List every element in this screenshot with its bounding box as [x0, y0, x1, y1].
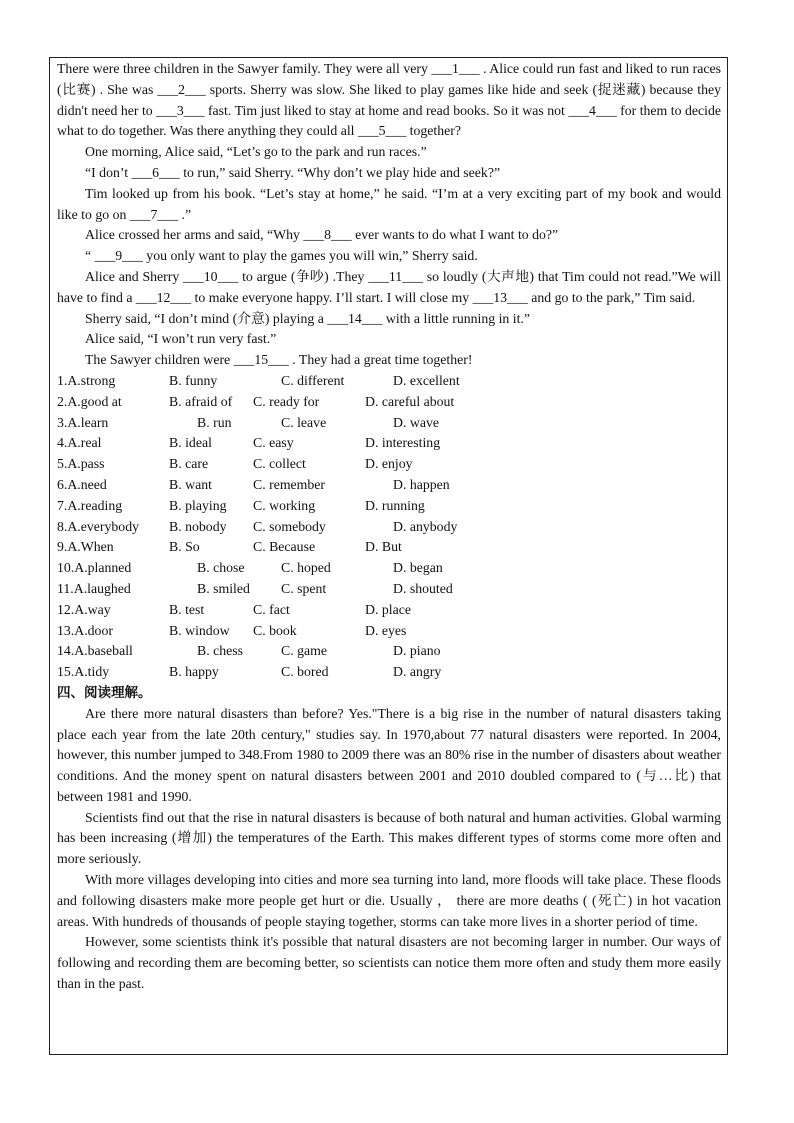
option-b: B. care	[169, 456, 209, 472]
option-d: D. running	[365, 497, 425, 513]
option-d: D. But	[365, 539, 402, 555]
option-row-2	[57, 392, 721, 413]
option-a: 2.A.good at	[57, 393, 122, 409]
option-row-10	[57, 558, 721, 579]
option-c: C. ready for	[253, 393, 320, 409]
option-row-4	[57, 433, 721, 454]
option-b: B. smiled	[197, 580, 250, 596]
reading-paragraph: Scientists find out that the rise in natural disasters is because of both natural and human activities. Global warming has been increasing (增加) the temperatures of the Earth. This makes different types of storms come more often and more seriously.	[57, 809, 721, 867]
option-b: B. window	[169, 622, 230, 638]
option-c: C. spent	[281, 580, 327, 596]
option-a: 8.A.everybody	[57, 518, 139, 534]
reading-paragraph: With more villages developing into cities and more sea turning into land, more floods will take place. These floods and following disasters make more people get hurt or die. Usually ， there are more deaths ( (死亡) in hot vacation areas. With hundreds of thousands of people staying together, storms can take more lives in a shorter period of time.	[57, 872, 721, 929]
reading-paragraph: Are there more natural disasters than before? Yes."There is a big rise in the number of natural disasters taking place each year from the late 20th century," studies say. In 1970,about 77 natural disasters were reported. In 2004, however, this number jumped to 348.From 1980 to 2009 there was an 80% rise in the number of disasters about weather conditions. And the money spent on natural disasters between 2001 and 2010 doubled compared to (与…比) that between 1981 and 1990.	[57, 705, 721, 804]
option-row-5	[57, 454, 721, 475]
option-d: D. piano	[393, 643, 441, 659]
option-d: D. eyes	[365, 622, 407, 638]
option-b: B. chose	[197, 560, 245, 576]
option-b: B. afraid of	[169, 393, 233, 409]
option-d: D. careful about	[365, 393, 455, 409]
option-c: C. bored	[281, 664, 329, 680]
option-c: C. working	[253, 497, 316, 513]
option-a: 14.A.baseball	[57, 643, 133, 659]
cloze-paragraph: One morning, Alice said, “Let’s go to the park and run races.”	[85, 144, 427, 160]
option-a: 9.A.When	[57, 539, 114, 555]
option-a: 1.A.strong	[57, 372, 116, 388]
cloze-options	[57, 371, 721, 683]
option-row-9	[57, 537, 721, 558]
cloze-passage	[57, 59, 721, 371]
cloze-paragraph: Sherry said, “I don’t mind (介意) playing a ___14___ with a little running in it.”	[85, 310, 531, 326]
option-row-1	[57, 371, 721, 392]
cloze-paragraph: Tim looked up from his book. “Let’s stay at home,” he said. “I’m at a very exciting part of my book and would like to go on ___7___ .”	[57, 185, 721, 222]
option-d: D. began	[393, 560, 443, 576]
cloze-paragraph: “I don’t ___6___ to run,” said Sherry. “Why don’t we play hide and seek?”	[85, 164, 501, 180]
option-d: D. happen	[393, 476, 450, 492]
option-b: B. want	[169, 476, 212, 492]
option-b: B. test	[169, 601, 205, 617]
option-row-3	[57, 413, 721, 434]
option-d: D. excellent	[393, 372, 460, 388]
option-c: C. easy	[253, 435, 294, 451]
reading-passage	[57, 704, 721, 995]
option-row-8	[57, 517, 721, 538]
option-a: 4.A.real	[57, 435, 102, 451]
cloze-paragraph: Alice and Sherry ___10___ to argue (争吵) .They ___11___ so loudly (大声地) that Tim could not read.”We will have to find a ___12___ to make everyone happy. I’ll start. I will close my ___13___ and go to the park,” Tim said.	[57, 268, 721, 305]
option-row-6	[57, 475, 721, 496]
section-heading: 四、阅读理解。	[57, 684, 152, 701]
option-d: D. place	[365, 601, 411, 617]
option-c: C. different	[281, 372, 345, 388]
cloze-paragraph: “ ___9___ you only want to play the games you will win,” Sherry said.	[85, 248, 478, 264]
option-b: B. happy	[169, 664, 219, 680]
option-row-7	[57, 496, 721, 517]
option-b: B. run	[197, 414, 232, 430]
option-c: C. Because	[253, 539, 316, 555]
option-b: B. So	[169, 539, 200, 555]
option-d: D. enjoy	[365, 456, 413, 472]
option-d: D. interesting	[365, 435, 441, 451]
option-a: 15.A.tidy	[57, 664, 110, 680]
option-c: C. leave	[281, 414, 327, 430]
option-a: 6.A.need	[57, 476, 107, 492]
option-c: C. collect	[253, 456, 306, 472]
reading-paragraph: However, some scientists think it's possible that natural disasters are not becoming larger in number. Our ways of following and recording them are becoming better, so scientists can notice them more often and study them more easily than in the past.	[57, 934, 721, 992]
option-b: B. nobody	[169, 518, 227, 534]
option-c: C. hoped	[281, 560, 331, 576]
option-row-15	[57, 662, 721, 683]
cloze-paragraph: Alice said, “I won’t run very fast.”	[85, 331, 277, 347]
option-row-11	[57, 579, 721, 600]
option-row-14	[57, 641, 721, 662]
option-d: D. anybody	[393, 518, 458, 534]
option-a: 11.A.laughed	[57, 580, 131, 596]
option-d: D. angry	[393, 664, 442, 680]
cloze-paragraph: Alice crossed her arms and said, “Why ___8___ ever wants to do what I want to do?”	[85, 227, 559, 243]
option-a: 7.A.reading	[57, 497, 123, 513]
option-c: C. remember	[253, 476, 326, 492]
option-a: 5.A.pass	[57, 456, 105, 472]
option-a: 3.A.learn	[57, 414, 109, 430]
worksheet-content	[57, 59, 721, 995]
option-b: B. ideal	[169, 435, 212, 451]
option-d: D. wave	[393, 414, 439, 430]
option-a: 13.A.door	[57, 622, 113, 638]
option-c: C. book	[253, 622, 297, 638]
option-b: B. funny	[169, 372, 218, 388]
option-row-12	[57, 600, 721, 621]
option-a: 10.A.planned	[57, 560, 132, 576]
option-b: B. playing	[169, 497, 227, 513]
cloze-paragraph: There were three children in the Sawyer family. They were all very ___1___ . Alice could run fast and liked to run races (比赛) . She was ___2___ sports. Sherry was slow. She liked to play games like hide and seek (捉迷藏) because they didn't need her to ___3___ fast. Tim just liked to stay at home and read books. So it was not ___4___ for them to decide what to do together. Was there anything they could all ___5___ together?	[57, 61, 721, 139]
option-row-13	[57, 621, 721, 642]
option-c: C. game	[281, 643, 327, 659]
option-c: C. fact	[253, 601, 290, 617]
option-a: 12.A.way	[57, 601, 111, 617]
option-d: D. shouted	[393, 580, 453, 596]
cloze-paragraph: The Sawyer children were ___15___ . They had a great time together!	[85, 352, 473, 368]
option-b: B. chess	[197, 643, 243, 659]
option-c: C. somebody	[253, 518, 326, 534]
